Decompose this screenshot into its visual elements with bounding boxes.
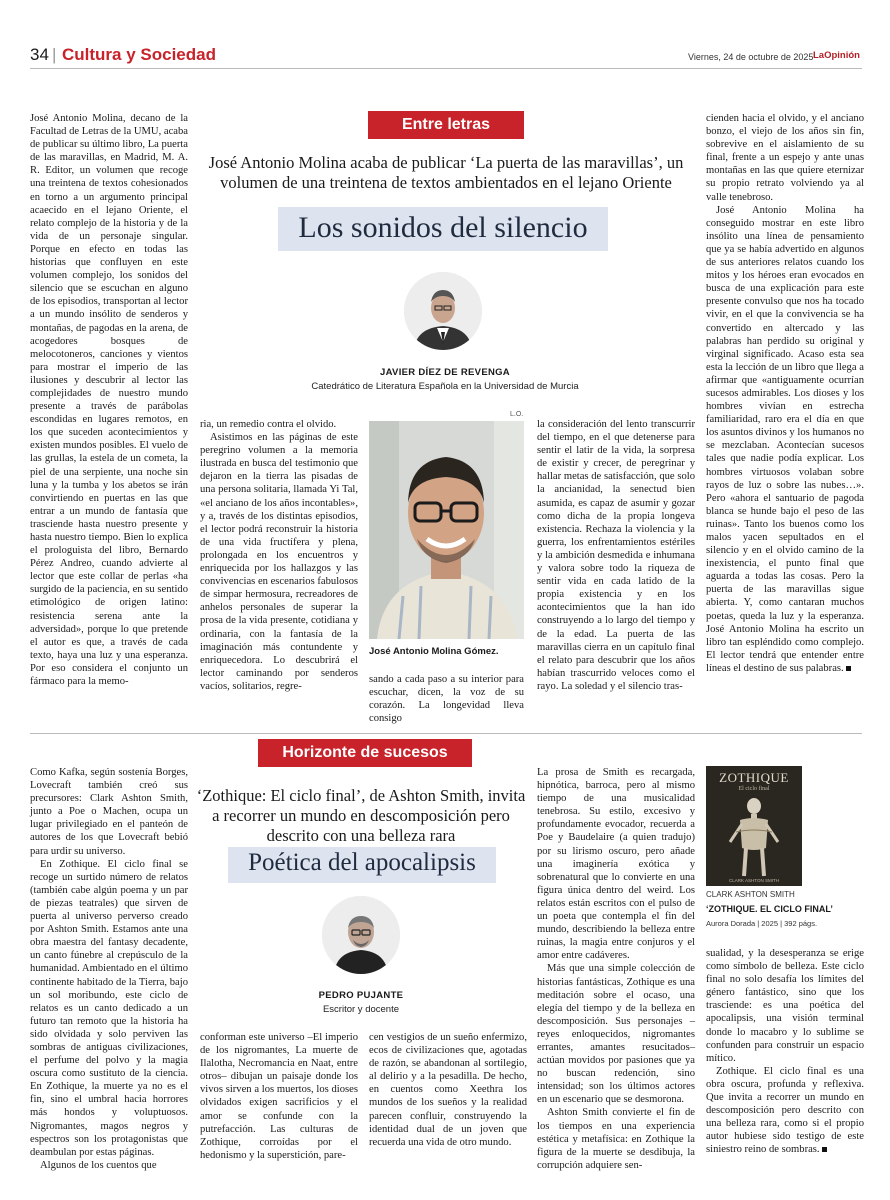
- article1-column-3: [537, 418, 695, 693]
- photo-caption: José Antonio Molina Gómez.: [369, 646, 499, 657]
- author-avatar: [404, 272, 482, 350]
- paragraph: La prosa de Smith es recargada, hipnótica, barroca, pero al mismo tiempo de una musicalidad tenebrosa. Su estilo, excesivo y profundamente evocador, recuerda a Poe y Baudelaire (a quien tradujo) por su lirismo oscuro, pero añade una imaginería exótica y sobrenatural que lo convierte en una figura única dentro del weird. Los relatos están escritos con el pulso de un poeta que contempla el fin del mundo, describiendo la belleza entre ruinas, la magia entre conjuros y el amor entre cadáveres.: [537, 767, 695, 962]
- end-mark-icon: [846, 666, 851, 671]
- author-avatar: [322, 896, 400, 974]
- book-cover-subtitle: El ciclo final: [738, 786, 770, 792]
- paragraph: Como Kafka, según sostenía Borges, Lovecraft también creó sus precursores: Clark Ashton Smith, junto a Poe o Machen, ocupa un lugar privilegiado en el panteón de autores de los que Lovecraft bebió para urdir su universo.: [30, 767, 188, 857]
- paragraph: En Zothique. El ciclo final se recoge un surtido número de relatos (también cabe algún poema y un par de piezas teatrales) que sirven de puerta al universo perverso creado por Ashton Smith. Estamos ante una obra maestra del fantasy decadente, un canto fúnebre al crepúsculo de la humanidad. Ambientado en el último continente habitado de la Tierra, bajo un sol moribundo, este ciclo de relatos es un canto dedicado a un futuro tan remoto que la historia ha sido olvidada y solo perviven las sombras de antiguas civilizaciones, el perfume del polvo y la magia oscura como sustituto de la ciencia. En Zothique, la muerte ya no es el fin, sino el umbral hacia horrores más hondos y voluptuosos. Nigromantes, magos negros y espectros son los protagonistas que deambulan por estas páginas.: [30, 858, 188, 1158]
- article2-column-4: [706, 947, 864, 1157]
- book-cover-author: CLARK ASHTON SMITH: [729, 878, 779, 883]
- paragraph: [706, 204, 864, 675]
- section-title: Cultura y Sociedad: [62, 45, 216, 64]
- paragraph: sualidad, y la desesperanza se erige como símbolo de belleza. Este ciclo final no solo desafía los límites del género fantástico, sino que los trasciende: es una poética del apocalipsis, una visión terminal donde lo macabro y lo sublime se confunden para construir un espacio mítico.: [706, 948, 864, 1064]
- header-separator: |: [52, 45, 57, 64]
- paragraph: conforman este universo –El imperio de los nigromantes, La muerte de Ilalotha, Necromancia en Naat, entre otros– dibujan un paisaje donde los vivos sirven a los muertos, los dioses olvidados exigen sacrificios y el amor se confunde con la putrefacción. Las culturas de Zothique, corroídas por el hedonismo y la superstición, pare-: [200, 1032, 358, 1161]
- article1-lede: José Antonio Molina acaba de publicar ‘La puerta de las maravillas’, un volumen de una treintena de textos ambientados en el lejano Oriente: [208, 153, 684, 192]
- author-portrait-icon: [322, 896, 400, 974]
- skeleton-illustration-icon: [706, 792, 802, 880]
- paragraph: la consideración del lento transcurrir del tiempo, en el que detenerse para sentir el latir de la vida, la sorpresa de existir y crecer, de peregrinar y hallar metas de satisfacción, que solo la ancianidad, la senectud bien asumida, es capaz de asumir y gozar como dicha de la propia longeva existencia. Rechaza la violencia y la guerra, los enfrentamientos estériles y la ambición desmedida e inhumana y valora sobre todo la riqueza de sentir vida en cada latido de la propia existencia y en los acontecimientos que la han ido construyendo a lo largo del tiempo y de la edad. La puerta de las maravillas cierra en un capítulo final el relato para descubrir que los años habían trascurrido veloces como el rayo. La soledad y el silencio tras-: [537, 419, 695, 692]
- article1-column-1: [30, 112, 188, 688]
- article2-lede: ‘Zothique: El ciclo final’, de Ashton Smith, invita a recorrer un mundo en descomposición pero descrito con una belleza rara: [196, 786, 526, 845]
- article1-section-tag: Entre letras: [368, 111, 524, 139]
- article2-section-tag: Horizonte de sucesos: [258, 739, 472, 767]
- article2-column-2b: [369, 1031, 527, 1149]
- author-portrait-icon: [404, 272, 482, 350]
- article-divider: [30, 733, 862, 734]
- author-photo: [369, 421, 524, 639]
- book-cover-title: ZOTHIQUE: [719, 770, 789, 785]
- paragraph: sando a cada paso a su interior para escuchar, dicen, la voz de su corazón. La longevidad lleva consigo: [369, 674, 524, 725]
- book-cover: [706, 766, 802, 886]
- paragraph-text: Zothique. El ciclo final es una obra oscura, profunda y reflexiva. Que invita a recorrer un mundo en descomposición pero descrito con una belleza rara, como si el propio autor hubiese sido testigo de este siniestro reino de sombras.: [706, 1065, 864, 1156]
- header-rule: [30, 68, 862, 69]
- article2-title: Poética del apocalipsis: [248, 849, 476, 876]
- end-mark-icon: [822, 1147, 827, 1152]
- article1-author-name: JAVIER DÍEZ DE REVENGA: [380, 367, 510, 378]
- photo-credit: L.O.: [510, 411, 524, 418]
- book-title: ‘ZOTHIQUE. EL CICLO FINAL’: [706, 904, 833, 914]
- article1-title: Los sonidos del silencio: [298, 211, 588, 244]
- paragraph: Ashton Smith convierte el fin de los tiempos en una experiencia estética y metafísica: en Zothique la figura de la muerte se desdibuja, la corrupción adquiere sen-: [537, 1107, 695, 1171]
- book-author: CLARK ASHTON SMITH: [706, 890, 795, 899]
- article2-column-3: [537, 766, 695, 1172]
- paragraph: Algunos de los cuentos que: [40, 1159, 157, 1171]
- book-publisher: Aurora Dorada | 2025 | 392 págs.: [706, 919, 818, 928]
- article1-column-2: [200, 418, 358, 693]
- paragraph: [706, 1065, 864, 1157]
- article2-column-1: [30, 766, 188, 1172]
- paragraph: José Antonio Molina, decano de la Facultad de Letras de la UMU, acaba de publicar su último libro, La puerta de las maravillas, en Madrid, M. A. R. Editor, un volumen que recoge una treintena de textos cohesionados en torno a un argumento principal acaecido en el lejano Oriente, el relato complejo de la historia y de la vida de un personaje singular. Porque en efecto en todas las historias que confluyen en este volumen complejo, los sonidos del silencio que se escuchan en alguno de los episodios, transportan al lector a un mundo insólito de senderos y montañas, de pagodas en la arena, de acogedores bosques de melocotoneros, canciones y vientos para mostrar el imperio de las ilusiones y descubrir al lector las complejidades de nuestro mundo presente a través de parábolas escondidas en lugares remotos, en los que suceden acontecimientos y existen mundos posibles. El vuelo de las grullas, la estela de un cometa, la piel de una serpiente, una noche sin luna y la tumba y los abetos se irán convirtiendo en puertas en las que entrar a un mundo de fantasía que trasciende hasta nuestro presente y hasta nuestro tiempo. Bien lo explica el prologuista del libro, Bernardo Pérez Andreo, cuando advierte al lector que este collar de perlas «ha surgido de la paciencia, en su sentido etimológico de origen latino: resistencia serena ante la adversidad», porque lo que pretende el autor es que, a través de cada texto, haya una luz y una esperanza. Por eso considera el conjunto un fármaco para la memo-: [30, 113, 188, 688]
- page-number: 34: [30, 45, 49, 64]
- issue-date: Viernes, 24 de octubre de 2025: [688, 52, 814, 62]
- newspaper-logo: LaOpinión: [813, 50, 860, 61]
- paragraph: ria, un remedio contra el olvido.: [200, 419, 337, 430]
- paragraph: Más que una simple colección de historias fantásticas, Zothique es una meditación sobre el ocaso, una elegía del tiempo y de la belleza en descomposición. Sus personajes –reyes enloquecidos, nigromantes errantes, amantes resucitados– actúan movidos por pasiones que ya no buscan redención, sino intensidad; son los últimos actores en un escenario que se desmorona.: [537, 963, 695, 1106]
- paragraph: cienden hacia el olvido, y el anciano bonzo, el viejo de los años sin fin, sobrevive en el aislamiento de su final, frente a un espejo y ante unas montañas en las que quiere eternizar su propio retrato volviendo ya al valle tenebroso.: [706, 113, 864, 203]
- article2-author-role: Escritor y docente: [322, 1004, 400, 1015]
- article1-column-4: [706, 112, 864, 675]
- article1-author-role: Catedrático de Literatura Española en la Universidad de Murcia: [311, 381, 579, 392]
- portrait-photo-icon: [369, 421, 524, 639]
- paragraph: Asistimos en las páginas de este peregrino volumen a la memoria ilustrada en busca del testimonio que dejaron en la tierra las pisadas de una persona solitaria, llamada Yi Tal, «el anciano de los años incontables», y a, través de los distintas episodios, el lector podrá reconstruir la historia de una vida fructífera y plena, prolongada en los encuentros y enriquecida por los hallazgos y las convivencias en escenarios fabulosos de simpar hermosura, recreadores de anhelos personales de superar la prosa de la vida presente, cotidiana y ordinaria, con la fantasía de la imaginación más contundente y enriquecedora. Lo descubrirá el lector caminando por senderos vacíos, solitarios, regre-: [200, 432, 358, 692]
- article1-column-2b: [369, 673, 524, 725]
- paragraph-text: José Antonio Molina ha conseguido mostrar en este libro insólito una línea de pensamiento que ya se había advertido en algunos de sus anteriores relatos cuando los mitos y los héroes eran evocados en busca de una explicación para este presente convulso que nos ha tocado vivir, en el que la convivencia se ha convertido en altercado y las palabras han perdido su original y virginal significado. Acaso esta sea esta la lección de un libro que llega a afirmar que «antiguamente ocurrían sucesos admirables. Los dioses y los hombres vivían en estrecha familiaridad, raro era el día en que los asuntos divinos y los humanos no se mezclaban. Acontecían sucesos tales que nadie podía explicar. Los hombres virtuosos volaban sobre rayos de luz o sobre las nubes…». Pero «ahora el santuario de pagoda blanca se hunde bajo el peso de las ruinas». Tanto los buenos como los malos yacen sepultados en el silencio y en el olvido camino de la inexistencia, el punto final que aguarda a todas las cosas. Pero la puerta de las maravillas sigue abierta. Y, como cantaran muchos poetas, queda la luz y la esperanza. José Antonio Molina ha escrito un libro tan espléndido como complejo. El lector tendrá que entender entre líneas el destino de sus palabras.: [706, 204, 864, 674]
- article2-column-2: [200, 1031, 358, 1162]
- paragraph: cen vestigios de un sueño enfermizo, ecos de civilizaciones que, agotadas de razón, se abandonan al sortilegio, al delirio y a la pesadilla. De hecho, en cuentos como Xeethra los mundos de los sueños y la realidad parecen confluir, construyendo la identidad dual de un joven que recuerda una vida de otro mundo.: [369, 1032, 527, 1148]
- article2-author-name: PEDRO PUJANTE: [318, 990, 404, 1001]
